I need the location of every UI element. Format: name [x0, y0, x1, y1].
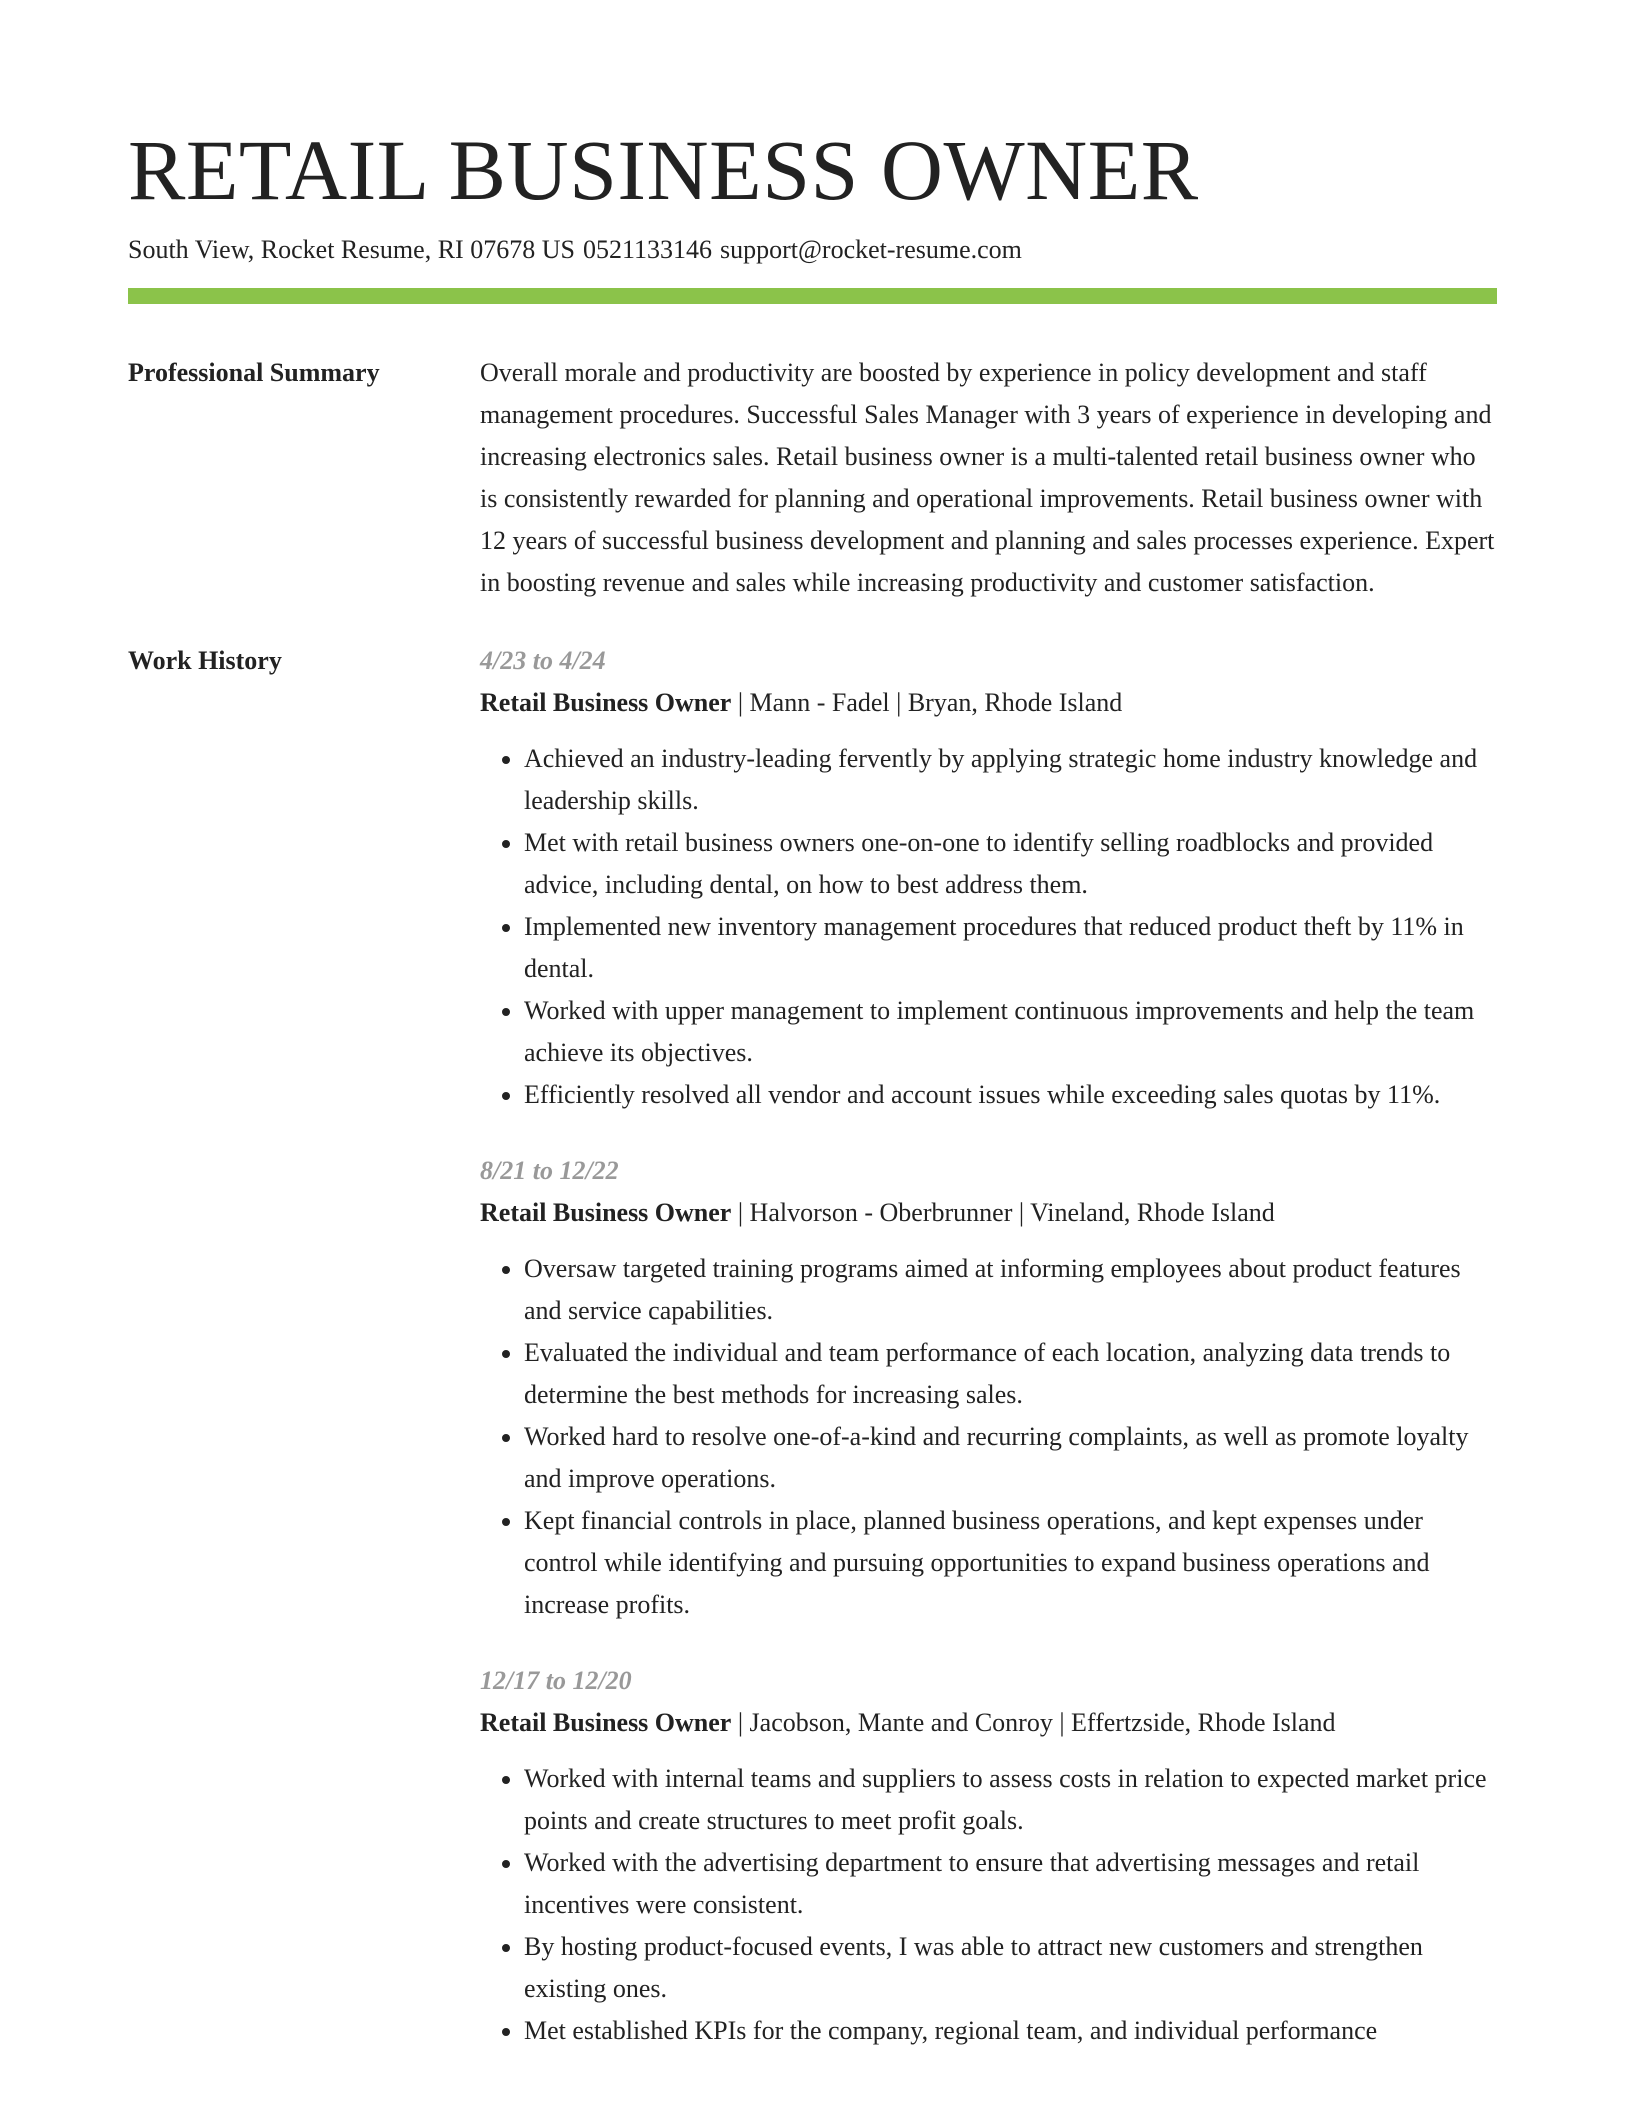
header-accent-rule: [128, 288, 1497, 304]
job-bullets: [480, 1758, 1497, 2052]
section-title: Work History: [128, 646, 282, 675]
job-bullet: • Kept financial controls in place, planned business operations, and kept expenses under control while identifying and pursuing opportunities to expand business operations and increase profits.: [524, 1500, 1497, 1626]
job-bullet: • Achieved an industry-leading fervently by applying strategic home industry knowledge and leadership skills.: [524, 738, 1497, 822]
job-title: Retail Business Owner: [480, 688, 732, 717]
section-body: [480, 640, 1497, 2086]
job-title: Retail Business Owner: [480, 1708, 732, 1737]
job-bullet: • Oversaw targeted training programs aimed at informing employees about product features and service capabilities.: [524, 1248, 1497, 1332]
resume-header: [128, 0, 1497, 304]
contact-address: South View, Rocket Resume, RI 07678 US: [128, 235, 575, 264]
job-entry: [480, 1150, 1497, 1626]
job-bullet: • Worked with upper management to implement continuous improvements and help the team achieve its objectives.: [524, 990, 1497, 1074]
job-dates: 8/21 to 12/22: [480, 1156, 619, 1185]
job-bullet: • Efficiently resolved all vendor and account issues while exceeding sales quotas by 11%.: [524, 1074, 1497, 1116]
contact-line: [128, 232, 1497, 268]
section-professional-summary: [128, 352, 1497, 604]
job-title-line: [480, 1192, 1497, 1234]
job-title: Retail Business Owner: [480, 1198, 732, 1227]
job-title-line: [480, 682, 1497, 724]
summary-text: Overall morale and productivity are boosted by experience in policy development and staff management procedures. Successful Sales Manager with 3 years of experience in developing and increasing electronics sales. Retail business owner is a multi-talented retail business owner who is consistently rewarded for planning and operational improvements. Retail business owner with 12 years of successful business development and planning and sales processes experience. Expert in boosting revenue and sales while increasing productivity and customer satisfaction.: [480, 358, 1495, 597]
job-bullet: • Met established KPIs for the company, regional team, and individual performance: [524, 2010, 1497, 2052]
job-bullet: • Worked with internal teams and suppliers to assess costs in relation to expected market price points and create structures to meet profit goals.: [524, 1758, 1497, 1842]
job-bullet: • Evaluated the individual and team performance of each location, analyzing data trends to determine the best methods for increasing sales.: [524, 1332, 1497, 1416]
job-bullet: • Met with retail business owners one-on-one to identify selling roadblocks and provided advice, including dental, on how to best address them.: [524, 822, 1497, 906]
job-bullets: [480, 1248, 1497, 1626]
job-entry: [480, 1660, 1497, 2052]
job-entry: [480, 640, 1497, 1116]
job-bullet: • Worked with the advertising department to ensure that advertising messages and retail incentives were consistent.: [524, 1842, 1497, 1926]
job-dates: 12/17 to 12/20: [480, 1666, 632, 1695]
section-work-history: [128, 640, 1497, 2086]
job-dates: 4/23 to 4/24: [480, 646, 606, 675]
section-body: [480, 352, 1497, 604]
job-bullet: • Implemented new inventory management procedures that reduced product theft by 11% in dental.: [524, 906, 1497, 990]
job-details: | Halvorson - Oberbrunner | Vineland, Rhode Island: [731, 1198, 1275, 1227]
job-details: | Jacobson, Mante and Conroy | Effertzside, Rhode Island: [731, 1708, 1336, 1737]
job-title-line: [480, 1702, 1497, 1744]
job-bullets: [480, 738, 1497, 1116]
job-bullet: • Worked hard to resolve one-of-a-kind and recurring complaints, as well as promote loyalty and improve operations.: [524, 1416, 1497, 1500]
contact-phone: 0521133146: [582, 235, 712, 264]
resume-name: RETAIL BUSINESS OWNER: [128, 122, 1199, 218]
job-details: | Mann - Fadel | Bryan, Rhode Island: [731, 688, 1123, 717]
section-title: Professional Summary: [128, 358, 380, 387]
job-bullet: • By hosting product-focused events, I was able to attract new customers and strengthen existing ones.: [524, 1926, 1497, 2010]
contact-email[interactable]: support@rocket-resume.com: [719, 235, 1022, 264]
